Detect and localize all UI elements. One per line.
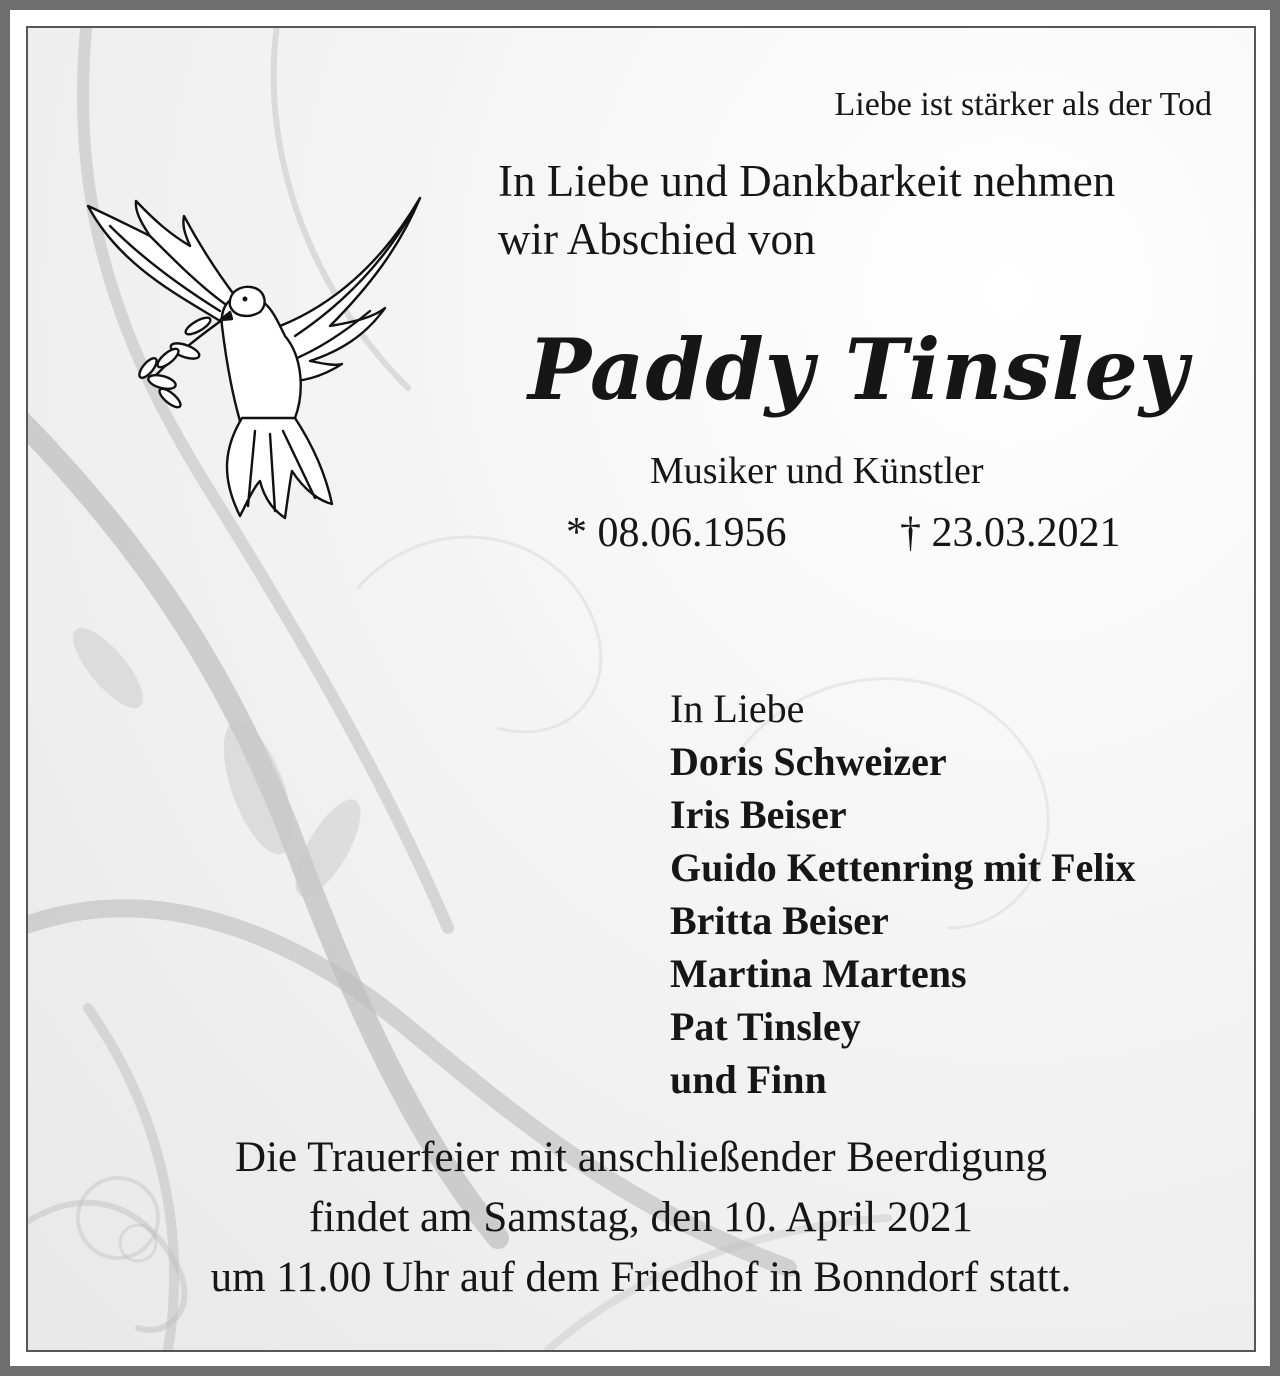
- mourner-name: und Finn: [670, 1057, 827, 1102]
- notice-inner-frame: [26, 26, 1256, 1352]
- dove-with-olive-branch-icon: [70, 186, 430, 526]
- funeral-line-2: findet am Samstag, den 10. April 2021: [308, 1194, 974, 1241]
- mourner-name: Iris Beiser: [670, 792, 847, 837]
- birth-date: * 08.06.1956: [566, 510, 787, 556]
- motto: Liebe ist stärker als der Tod: [834, 86, 1212, 123]
- intro-line-2: wir Abschied von: [498, 214, 816, 264]
- funeral-information: [28, 1128, 1254, 1308]
- mourner-name: Britta Beiser: [670, 898, 889, 943]
- mourner-name: Doris Schweizer: [670, 739, 947, 784]
- death-date: † 23.03.2021: [900, 510, 1121, 556]
- mourner-name: Guido Kettenring mit Felix: [670, 845, 1136, 890]
- funeral-line-1: Die Trauerfeier mit anschließender Beerdigung: [235, 1134, 1047, 1181]
- obituary-notice: [10, 10, 1270, 1366]
- mourner-name: Martina Martens: [670, 951, 967, 996]
- intro-text: [498, 152, 1115, 268]
- intro-line-1: In Liebe und Dankbarkeit nehmen: [498, 156, 1116, 206]
- funeral-line-3: um 11.00 Uhr auf dem Friedhof in Bonndorf statt.: [210, 1254, 1072, 1301]
- mourner-name: Pat Tinsley: [670, 1004, 861, 1049]
- deceased-name: Paddy Tinsley: [528, 320, 1189, 419]
- deceased-profession: Musiker und Künstler: [650, 450, 984, 492]
- mourners-label: In Liebe: [670, 686, 805, 731]
- mourners-list: [670, 682, 1136, 1106]
